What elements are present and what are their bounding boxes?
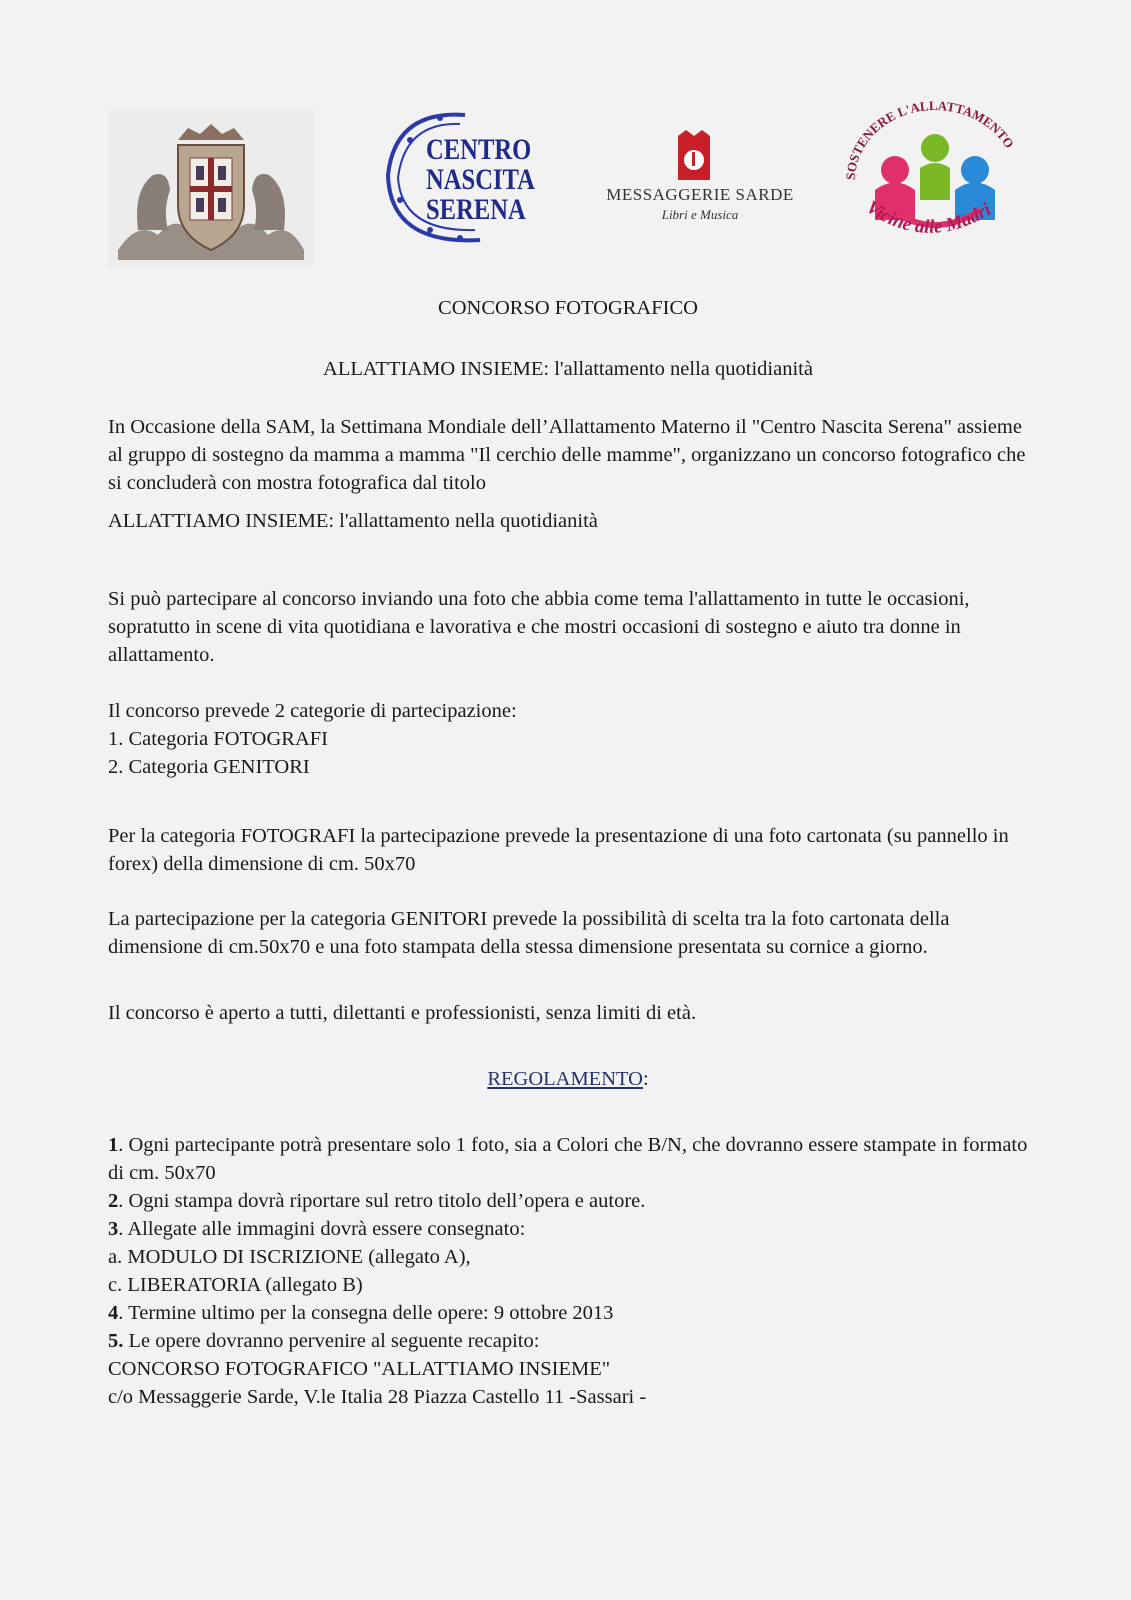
vam-top-text: SOSTENERE L'ALLATTAMENTO: [842, 100, 1018, 181]
rule-text: . Termine ultimo per la consegna delle opere: 9 ottobre 2013: [118, 1302, 614, 1324]
rule-text: . Ogni partecipante potrà presentare solo 1 foto, sia a Colori che B/N, che dovranno essere stampate in formato di cm. 50x70: [108, 1134, 1028, 1184]
rule-item: [108, 1215, 1028, 1243]
rule-number: 4: [108, 1302, 119, 1324]
document-body: [108, 290, 1028, 1411]
attachment-item: c. LIBERATORIA (allegato B): [108, 1274, 363, 1296]
page-title: CONCORSO FOTOGRAFICO: [438, 297, 698, 319]
rule-item: [108, 1327, 1028, 1355]
category-item: 2. Categoria GENITORI: [108, 756, 310, 778]
intro-title: ALLATTIAMO INSIEME: l'allattamento nella quotidianità: [108, 510, 598, 532]
rule-number: 1: [108, 1134, 119, 1156]
open-to-all: Il concorso è aperto a tutti, dilettanti e professionisti, senza limiti di età.: [108, 1002, 697, 1024]
page-subtitle: ALLATTIAMO INSIEME: l'allattamento nella quotidianità: [323, 358, 813, 380]
rule-text: Le opere dovranno pervenire al seguente recapito:: [123, 1330, 540, 1352]
regolamento-heading: [108, 1065, 1028, 1093]
rule-item: [108, 1131, 1028, 1187]
regolamento-colon: :: [642, 1068, 649, 1090]
rule-item: [108, 1299, 1028, 1327]
intro-paragraph: In Occasione della SAM, la Settimana Mondiale dell’Allattamento Materno il "Centro Nascita Serena" assieme al gruppo di sostegno da mamma a mamma "Il cerchio delle mamme", organizzano un concorso fotografico che si concluderà con mostra fotografica dal titolo: [108, 416, 1026, 494]
category-item: 1. Categoria FOTOGRAFI: [108, 728, 328, 750]
vam-bottom-text: Vicine alle Madri: [862, 196, 995, 238]
rule-number: 2: [108, 1190, 119, 1212]
participation-paragraph: Si può partecipare al concorso inviando una foto che abbia come tema l'allattamento in tutte le occasioni, sopratutto in scene di vita quotidiana e lavorativa e che mostri occasioni di sostegno e aiuto tra donne in allattamento.: [108, 588, 970, 666]
coat-of-arms-logo: [108, 110, 314, 268]
rule-number: 5.: [108, 1330, 124, 1352]
logo-strip: [100, 100, 1040, 280]
categories-intro: Il concorso prevede 2 categorie di partecipazione:: [108, 700, 517, 722]
rule-number: 3: [108, 1218, 119, 1240]
ms-name: MESSAGGERIE SARDE: [606, 185, 794, 204]
rule-text: . Allegate alle immagini dovrà essere consegnato:: [118, 1218, 526, 1240]
address-line: c/o Messaggerie Sarde, V.le Italia 28 Piazza Castello 11 -Sassari -: [108, 1386, 647, 1408]
cns-line-1: CENTRO: [426, 133, 532, 166]
fotografi-rule: Per la categoria FOTOGRAFI la partecipazione prevede la presentazione di una foto cartonata (su pannello in forex) della dimensione di cm. 50x70: [108, 825, 1009, 875]
address-line: CONCORSO FOTOGRAFICO "ALLATTIAMO INSIEME": [108, 1358, 611, 1380]
vicine-alle-madri-logo: [835, 100, 1035, 260]
messaggerie-sarde-logo: [600, 130, 800, 240]
rule-text: . Ogni stampa dovrà riportare sul retro titolo dell’opera e autore.: [118, 1190, 646, 1212]
genitori-rule: La partecipazione per la categoria GENITORI prevede la possibilità di scelta tra la foto cartonata della dimensione di cm.50x70 e una foto stampata della stessa dimensione presentata su cornice a giorno.: [108, 908, 950, 958]
attachment-item: a. MODULO DI ISCRIZIONE (allegato A),: [108, 1246, 471, 1268]
cns-line-2: NASCITA: [426, 163, 535, 196]
cns-line-3: SERENA: [426, 193, 526, 226]
centro-nascita-serena-logo: [370, 100, 540, 260]
rules-list: [108, 1131, 1028, 1411]
ms-tagline: Libri e Musica: [661, 207, 739, 222]
rule-item: [108, 1187, 1028, 1215]
regolamento-link[interactable]: REGOLAMENTO: [487, 1068, 643, 1090]
